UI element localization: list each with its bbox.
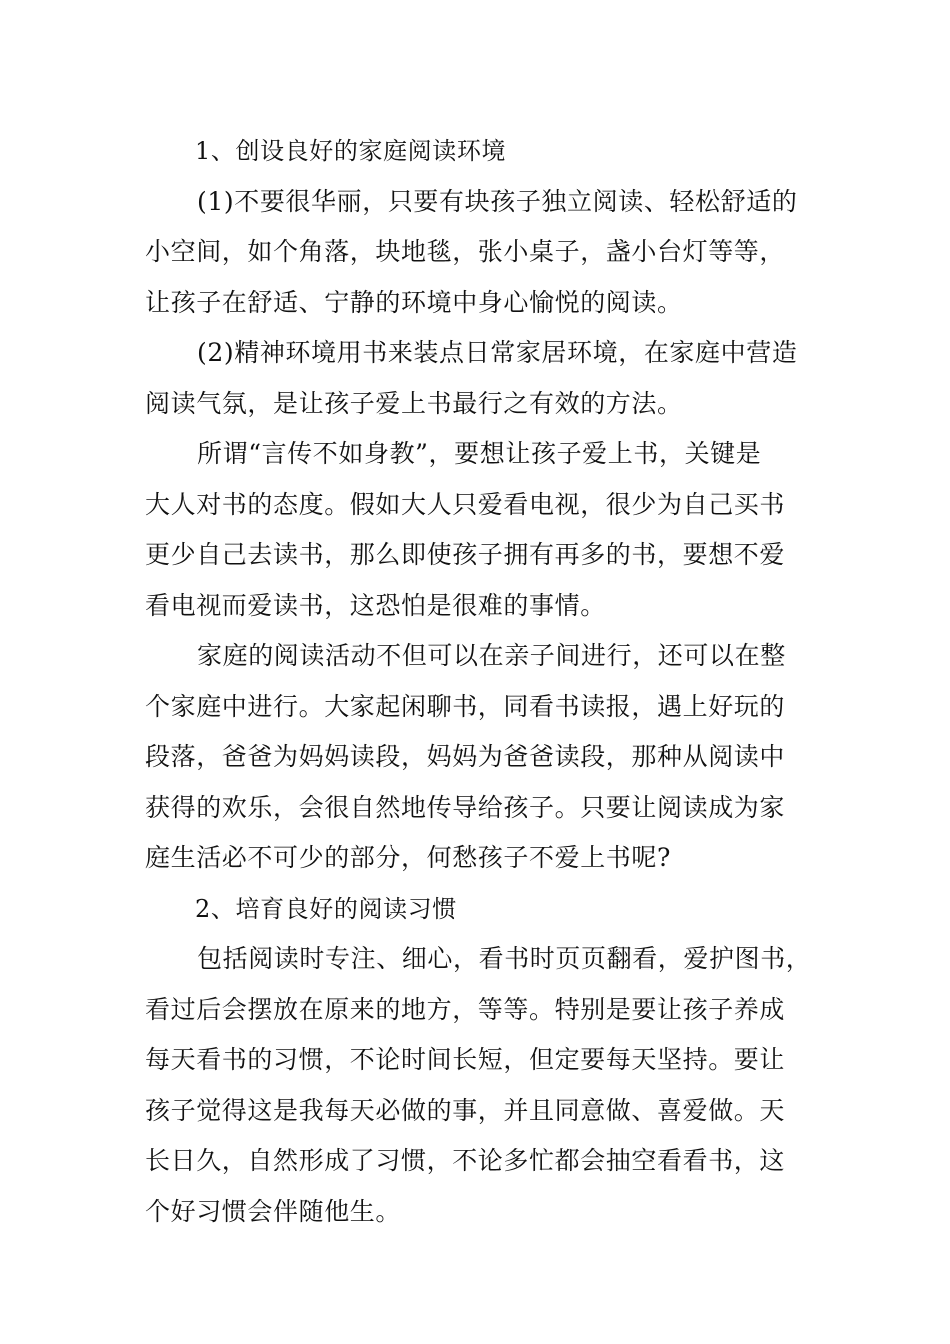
paragraph-line: 看过后会摆放在原来的地方，等等。特别是要让孩子养成 xyxy=(145,994,786,1024)
paragraph-line: 个好习惯会伴随他生。 xyxy=(145,1196,402,1226)
paragraph-line: (2)精神环境用书来装点日常家居环境，在家庭中营造 xyxy=(197,338,798,367)
paragraph-line: 个家庭中进行。大家起闲聊书，同看书读报，遇上好玩的 xyxy=(145,691,786,721)
paragraph-line: 孩子觉得这是我每天必做的事，并且同意做、喜爱做。天 xyxy=(145,1095,786,1125)
paragraph-line: 所谓“言传不如身教”，要想让孩子爱上书，关键是 xyxy=(197,439,762,468)
paragraph-line: 大人对书的态度。假如大人只爱看电视，很少为自己买书 xyxy=(145,489,786,519)
paragraph-line: 让孩子在舒适、宁静的环境中身心愉悦的阅读。 xyxy=(145,287,683,317)
paragraph-line: 每天看书的习惯，不论时间长短，但定要每天坚持。要让 xyxy=(145,1045,786,1074)
paragraph-line: 长日久，自然形成了习惯，不论多忙都会抽空看看书，这 xyxy=(145,1146,786,1175)
section-heading-2: 2、培育良好的阅读习惯 xyxy=(195,894,457,923)
paragraph-line: 看电视而爱读书，这恐怕是很难的事情。 xyxy=(145,590,606,620)
paragraph-line: 获得的欢乐，会很自然地传导给孩子。只要让阅读成为家 xyxy=(145,792,786,822)
paragraph-line: 段落，爸爸为妈妈读段，妈妈为爸爸读段，那种从阅读中 xyxy=(145,742,786,771)
paragraph-line: (1)不要很华丽，只要有块孩子独立阅读、轻松舒适的 xyxy=(197,186,798,216)
document-body xyxy=(145,126,810,1237)
paragraph-line: 家庭的阅读活动不但可以在亲子间进行，还可以在整 xyxy=(197,641,786,670)
section-heading-1: 1、创设良好的家庭阅读环境 xyxy=(195,137,507,165)
paragraph-line: 庭生活必不可少的部分，何愁孩子不爱上书呢? xyxy=(145,843,672,872)
paragraph-line: 更少自己去读书，那么即使孩子拥有再多的书，要想不爱 xyxy=(145,540,786,569)
paragraph-line: 阅读气氛，是让孩子爱上书最行之有效的方法。 xyxy=(145,388,683,418)
paragraph-line: 包括阅读时专注、细心，看书时页页翻看，爱护图书， xyxy=(197,944,812,973)
paragraph-line: 小空间，如个角落，块地毯，张小桌子，盏小台灯等等， xyxy=(145,237,786,266)
